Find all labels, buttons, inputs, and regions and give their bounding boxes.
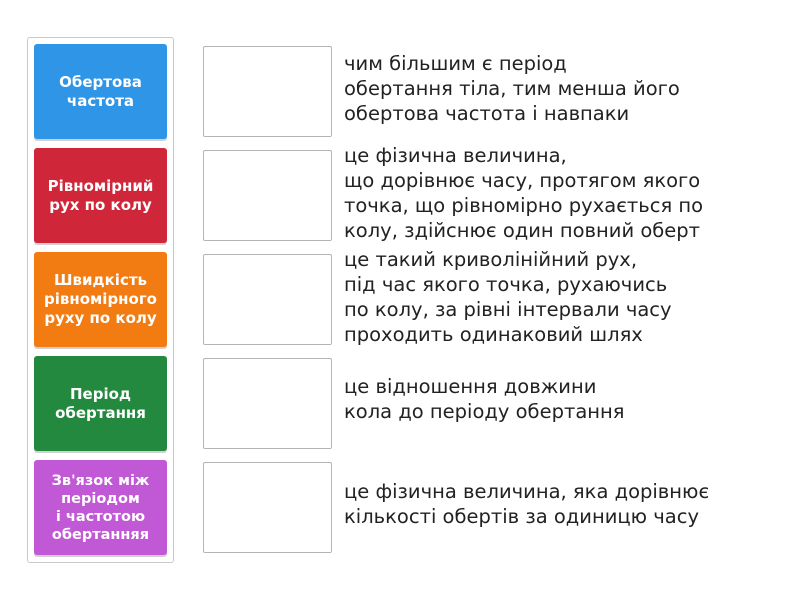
drop-slot-4[interactable] [203, 358, 332, 449]
tile-label: Зв'язок між періодом і частотою обертанняя [51, 472, 150, 543]
drop-slot-5[interactable] [203, 462, 332, 553]
tile-label: Швидкість рівномірного руху по колу [44, 271, 157, 327]
drop-slot-2[interactable] [203, 150, 332, 241]
description-2: це фізична величина, що дорівнює часу, протягом якого точка, що рівномірно рухається по колу, здійснює один повний оберт [344, 144, 704, 242]
tile-uniform-circular-speed[interactable] [34, 252, 167, 347]
tile-uniform-circular-motion[interactable] [34, 148, 167, 243]
tile-period-frequency-relation[interactable] [34, 460, 167, 555]
tile-label: Обертова частота [59, 72, 142, 110]
drop-slot-3[interactable] [203, 254, 332, 345]
tile-label: Рівномірний рух по колу [47, 176, 154, 214]
tile-rotational-frequency[interactable] [34, 44, 167, 139]
tile-rotation-period[interactable] [34, 356, 167, 451]
description-4: це відношення довжини кола до періоду обертання [344, 375, 625, 423]
description-1: чим більшим є період обертання тіла, тим менша його обертова частота і навпаки [344, 51, 680, 125]
description-5: це фізична величина, яка дорівнює кількості обертів за одиницю часу [344, 480, 710, 528]
description-3: це такий криволінійний рух, під час якого точка, рухаючись по колу, за рівні інтервали часу проходить одинаковий шлях [344, 248, 672, 346]
tile-label: Період обертання [55, 384, 146, 422]
drop-slot-1[interactable] [203, 46, 332, 137]
